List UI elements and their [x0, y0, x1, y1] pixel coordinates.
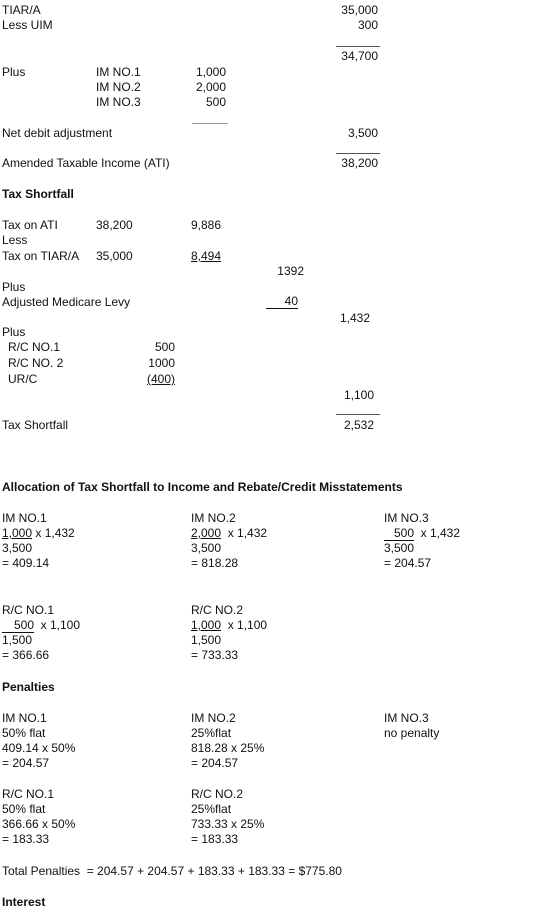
subtotal-rule — [336, 46, 380, 47]
alloc-rc2-multiplier: x 1,100 — [221, 618, 268, 632]
alloc-im2-numerator: 2,000 — [191, 526, 222, 540]
im-sum-rule — [192, 123, 228, 124]
subtotal-value: 34,700 — [341, 49, 378, 63]
alloc-rc1-title: R/C NO.1 — [2, 603, 55, 617]
alloc-im1-formula — [2, 526, 75, 540]
pen-im1-title: IM NO.1 — [2, 711, 47, 725]
pen-im3-title: IM NO.3 — [384, 711, 429, 725]
alloc-im3-title: IM NO.3 — [384, 511, 429, 525]
pen-im2-title: IM NO.2 — [191, 711, 236, 725]
im1-value: 1,000 — [195, 65, 226, 79]
im3-label: IM NO.3 — [96, 95, 141, 109]
im2-label: IM NO.2 — [96, 80, 141, 94]
shortfall-total-rule — [336, 414, 380, 415]
plus-label-3: Plus — [2, 325, 26, 339]
rc2-value: 1000 — [148, 356, 175, 370]
plus-label: Plus — [2, 65, 26, 79]
tax-on-ati-label: Tax on ATI — [2, 218, 58, 232]
alloc-im2-title: IM NO.2 — [191, 511, 236, 525]
pen-rc1-rate: 50% flat — [2, 802, 46, 816]
alloc-im1-multiplier: x 1,432 — [32, 526, 75, 540]
alloc-im1-title: IM NO.1 — [2, 511, 47, 525]
allocation-heading: Allocation of Tax Shortfall to Income and Rebate/Credit Misstatements — [2, 480, 403, 494]
alloc-im1-result: = 409.14 — [2, 556, 50, 570]
tax-on-ati-base: 38,200 — [96, 218, 133, 232]
tax-shortfall-label: Tax Shortfall — [2, 418, 69, 432]
plus-label-2: Plus — [2, 280, 26, 294]
alloc-im2-multiplier: x 1,432 — [221, 526, 268, 540]
total-penalties: Total Penalties = 204.57 + 204.57 + 183.33 + 183.33 = $775.80 — [2, 864, 342, 878]
pen-im2-rate: 25%flat — [191, 726, 232, 740]
rc-total-value: 1,100 — [343, 388, 374, 402]
alloc-im2-formula — [191, 526, 267, 540]
pen-rc1-calc: 366.66 x 50% — [2, 817, 76, 831]
net-debit-label: Net debit adjustment — [2, 126, 113, 140]
alloc-rc2-denominator: 1,500 — [191, 633, 222, 647]
ati-label: Amended Taxable Income (ATI) — [2, 156, 170, 170]
alloc-im2-denominator: 3,500 — [191, 541, 222, 555]
rc1-value: 500 — [154, 340, 175, 354]
alloc-rc2-formula — [191, 618, 267, 632]
alloc-rc2-title: R/C NO.2 — [191, 603, 244, 617]
alloc-rc1-numerator: 500 — [2, 619, 34, 633]
alloc-im3-numerator: 500 — [384, 527, 414, 541]
alloc-im3-formula — [384, 526, 460, 541]
shortfall-subtotal-value: 1,432 — [339, 311, 370, 325]
rc1-label: R/C NO.1 — [8, 340, 61, 354]
tax-on-tiara-value: 8,494 — [191, 249, 222, 263]
pen-rc2-title: R/C NO.2 — [191, 787, 244, 801]
alloc-rc2-result: = 733.33 — [191, 648, 239, 662]
urc-label: UR/C — [8, 372, 38, 386]
tax-difference-value: 1392 — [277, 264, 304, 278]
tax-on-ati-value: 9,886 — [191, 218, 222, 232]
pen-im1-calc: 409.14 x 50% — [2, 741, 76, 755]
pen-im2-calc: 818.28 x 25% — [191, 741, 265, 755]
tax-shortfall-value: 2,532 — [343, 418, 374, 432]
alloc-rc2-numerator: 1,000 — [191, 618, 222, 632]
pen-rc2-result: = 183.33 — [191, 832, 239, 846]
uim-value: 300 — [357, 18, 378, 32]
urc-value: (400) — [146, 372, 175, 386]
less-uim-label: Less UIM — [2, 18, 53, 32]
pen-rc2-rate: 25%flat — [191, 802, 232, 816]
ati-value: 38,200 — [341, 156, 378, 170]
alloc-im3-denominator: 3,500 — [384, 541, 415, 555]
im2-value: 2,000 — [195, 80, 226, 94]
pen-im3-rate: no penalty — [384, 726, 440, 740]
pen-im1-result: = 204.57 — [2, 756, 50, 770]
tax-shortfall-heading: Tax Shortfall — [2, 187, 74, 201]
less-label: Less — [2, 233, 28, 247]
alloc-im1-denominator: 3,500 — [2, 541, 33, 555]
tax-on-tiara-label: Tax on TIAR/A — [2, 249, 80, 263]
interest-heading: Interest — [2, 895, 46, 909]
im1-label: IM NO.1 — [96, 65, 141, 79]
alloc-rc1-denominator: 1,500 — [2, 633, 33, 647]
alloc-im2-result: = 818.28 — [191, 556, 239, 570]
alloc-rc1-multiplier: x 1,100 — [34, 618, 81, 632]
pen-im1-rate: 50% flat — [2, 726, 46, 740]
alloc-rc1-formula — [2, 618, 80, 633]
medicare-levy-label: Adjusted Medicare Levy — [2, 295, 131, 309]
pen-rc1-result: = 183.33 — [2, 832, 50, 846]
rc2-label: R/C NO. 2 — [8, 356, 64, 370]
ati-rule — [336, 153, 380, 154]
tax-on-tiara-base: 35,000 — [96, 249, 133, 263]
pen-im2-result: = 204.57 — [191, 756, 239, 770]
alloc-rc1-result: = 366.66 — [2, 648, 50, 662]
alloc-im3-result: = 204.57 — [384, 556, 432, 570]
net-debit-value: 3,500 — [347, 126, 378, 140]
alloc-im3-multiplier: x 1,432 — [414, 526, 461, 540]
im3-value: 500 — [205, 95, 226, 109]
alloc-im1-numerator: 1,000 — [2, 526, 33, 540]
medicare-levy-value: 40 — [266, 295, 298, 309]
tiara-label: TIAR/A — [2, 3, 41, 17]
pen-rc1-title: R/C NO.1 — [2, 787, 55, 801]
pen-rc2-calc: 733.33 x 25% — [191, 817, 265, 831]
tiara-value: 35,000 — [341, 3, 378, 17]
penalties-heading: Penalties — [2, 680, 55, 694]
